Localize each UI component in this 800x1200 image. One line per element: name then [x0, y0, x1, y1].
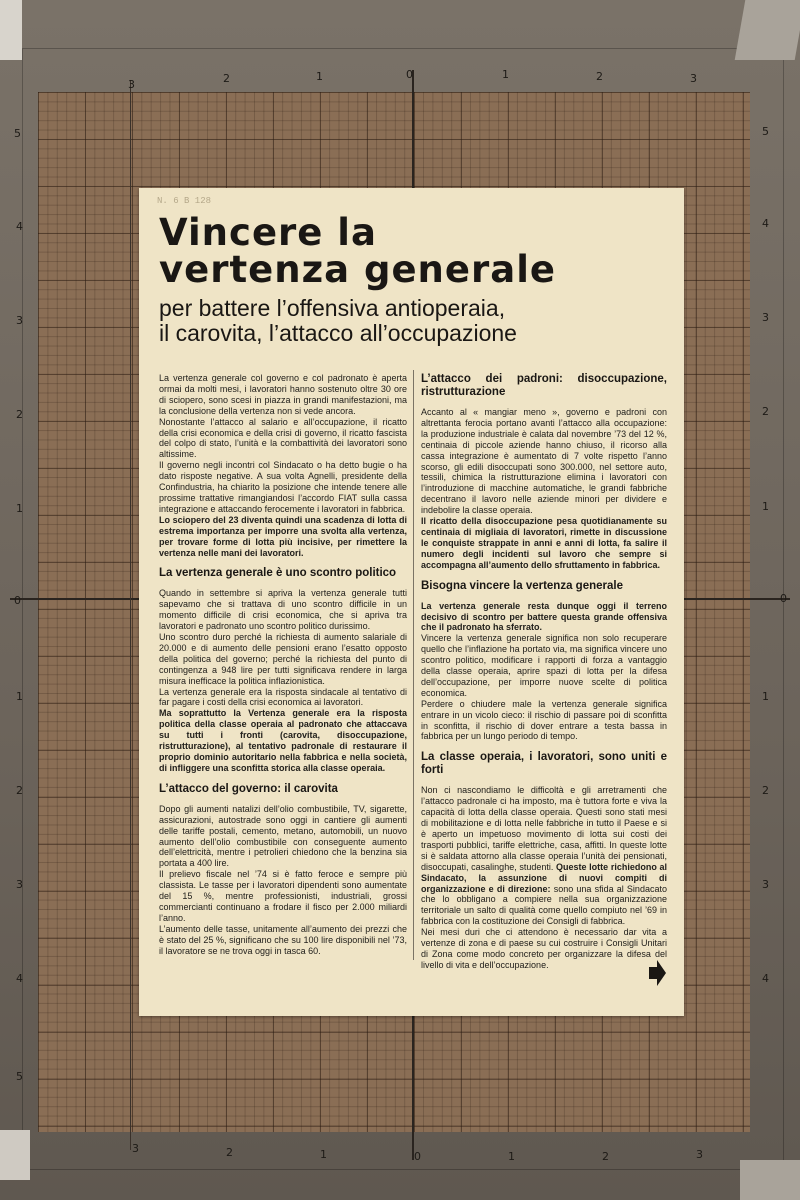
tape-bottom-right	[740, 1160, 800, 1200]
grid-label-bottom: 2	[602, 1150, 609, 1163]
grid-label-left: 4	[16, 220, 23, 233]
left-column	[159, 373, 407, 957]
title-line-2: vertenza generale	[159, 248, 556, 291]
grid-label-top: 2	[223, 72, 230, 85]
tape-top-right	[735, 0, 800, 60]
grid-label-left: 1	[16, 690, 23, 703]
bold-paragraph: La vertenza generale resta dunque oggi il terreno decisivo di scontro per battere questa grande offensiva che il padronato ha sferrato.	[421, 600, 667, 633]
grid-label-bottom: 0	[414, 1150, 421, 1163]
paragraph	[421, 785, 667, 927]
grid-label-bottom: 2	[226, 1146, 233, 1159]
bold-paragraph: Ma soprattutto la Vertenza generale era la risposta politica della classe operaia al padronato che attaccava su tutti i fronti (carovita, disoccupazione, ristrutturazione), al tentativo padronale di restaurare il proprio dominio autoritario nella fabbrica e nella società, di infliggere una sconfitta storica alla classe operaia.	[159, 708, 407, 773]
bold-inline: Queste lotte richiedono al Sindacato, la assunzione di nuovi compiti di organizzazione e di direzione:	[421, 861, 667, 894]
grid-label-right: 1	[762, 500, 769, 513]
grid-label-bottom: 1	[508, 1150, 515, 1163]
grid-label-bottom: 3	[132, 1142, 139, 1155]
section-heading: L’attacco dei padroni: disoccupazione, ristrutturazione	[421, 373, 667, 398]
poster-title	[159, 211, 669, 291]
paragraph: Accanto al « mangiar meno », governo e padroni con altrettanta ferocia portano avanti l’attacco alla occupazione: la produzione industriale è calata dal novembre ’73 del 12 %, centinaia di piccole aziende hanno chiuso, il ricorso alla cassa integrazione è aumentato di 7 volte rispetto l’anno scorso, gli edili disoccupati sono 300.000, nel settore auto, tessili, chimica la ristrutturazione elimina i lavoratori con l’introduzione di macchine automatiche, le grandi fabbriche decentrano il lavoro nelle aziende minori per dividere e indebolire la classe operaia.	[421, 407, 667, 516]
grid-label-right: 2	[762, 405, 769, 418]
paragraph: La vertenza generale col governo e col padronato è aperta ormai da molti mesi, i lavoratori hanno sostenuto oltre 30 ore di sciopero, sono scesi in piazza in grandi manifestazioni, ma la conclusione della vertenza non si vede ancora.	[159, 373, 407, 416]
paragraph: Perdere o chiudere male la vertenza generale significa entrare in un vicolo cieco: il rischio di passare poi di sconfitta in sconfitta, il rischio di dover entrare a testa bassa in fabbrica per un lungo periodo di tempo.	[421, 698, 667, 742]
grid-label-left: 5	[14, 127, 21, 140]
arrow-right-icon	[647, 958, 667, 988]
section-heading: Bisogna vincere la vertenza generale	[421, 579, 623, 592]
archive-stamp: N. 6 B 128	[157, 196, 212, 206]
grid-label-top: 1	[316, 70, 323, 83]
grid-label-left: 5	[16, 1070, 23, 1083]
grid-label-right: 4	[762, 972, 769, 985]
section-heading: La classe operaia, i lavoratori, sono uniti e forti	[421, 751, 667, 777]
paragraph: Dopo gli aumenti natalizi dell’olio combustibile, TV, sigarette, assicurazioni, autostrade sono oggi in cantiere gli aumenti delle tariffe postali, cemento, metano, automobili, un nuovo aumento dell’olio combustibile con conseguente aumento dell’elettricità, mentre i petrolieri chiedono che la benzina sia portata a 400 lire.	[159, 803, 407, 869]
grid-label-top: 0	[406, 68, 413, 81]
grid-label-left: 2	[16, 784, 23, 797]
tape-top-left	[0, 0, 22, 60]
grid-label-right: 3	[762, 878, 769, 891]
paragraph: Nonostante l’attacco al salario e all’occupazione, il ricatto della crisi economica e della crisi di governo, il ricatto fascista del colpo di stato, l’unità e la combattività dei lavoratori sono altissime.	[159, 416, 407, 460]
column-divider	[413, 370, 414, 960]
subtitle-line-1: per battere l’offensiva antioperaia,	[159, 295, 506, 321]
grid-label-left: 3	[16, 314, 23, 327]
grid-label-bottom: 1	[320, 1148, 327, 1161]
section-heading: L’attacco del governo: il carovita	[159, 782, 338, 795]
grid-label-right: 1	[762, 690, 769, 703]
grid-label-left: 0	[14, 594, 21, 607]
bold-paragraph: Lo sciopero del 23 diventa quindi una scadenza di lotta di estrema importanza per imporre una svolta alla vertenza, per trovare forme di lotta più incisive, per rimettere la vertenza nelle mani dei lavoratori.	[159, 514, 407, 558]
grid-label-right: 3	[762, 311, 769, 324]
grid-label-left: 1	[16, 502, 23, 515]
paragraph: Il governo negli incontri col Sindacato o ha detto bugie o ha dato risposte negative. A sua volta Agnelli, presidente della Confindustria, ha chiarito la posizione che intende tenere alle prossime trattative rimangiandosi l’accordo FIAT sulla cassa integrazione e attaccando ferocemente i lavoratori in fabbrica.	[159, 460, 407, 514]
poster-subtitle	[159, 296, 679, 346]
grid-label-right: 0	[780, 592, 787, 605]
paragraph: Uno scontro duro perché la richiesta di aumento salariale di 20.000 e di aumento delle pensioni erano l’esatto opposto della politica del governo; perché la richiesta del punto di contingenza a 948 lire per tutti significava rendere in larga misura inefficace la politica inflazionistica.	[159, 632, 407, 686]
right-column	[421, 373, 667, 971]
paragraph-text: sono una sfida al Sindacato che lo obbligano a compiere nella sua organizzazione territoriale un salto di qualità come quello compiuto nel ’69 in fabbrica con la costituzione dei Consigli di fabbrica.	[421, 883, 667, 927]
grid-label-top: 1	[502, 68, 509, 81]
subtitle-line-2: il carovita, l’attacco all’occupazione	[159, 320, 517, 346]
grid-label-top: 2	[596, 70, 603, 83]
title-line-1: Vincere la	[159, 211, 377, 254]
grid-label-left: 4	[16, 972, 23, 985]
paragraph: La vertenza generale era la risposta sindacale al tentativo di far pagare i costi della crisi economica ai lavoratori.	[159, 686, 407, 708]
grid-label-left: 3	[16, 878, 23, 891]
bold-paragraph: Il ricatto della disoccupazione pesa quotidianamente su centinaia di migliaia di lavoratori, rimette in discussione le conquiste strappate in anni e anni di lotta, fa salire il numero degli incidenti sul lavoro che sempre si accompagna all’aumento dello sfruttamento in fabbrica.	[421, 516, 667, 570]
grid-label-right: 5	[762, 125, 769, 138]
paragraph-text: Non ci nascondiamo le difficoltà e gli arretramenti che l’attacco padronale ci ha imposto, ma è tuttora forte e viva la capacità di lotta della classe operaia. Questi sono stati mesi di mobilitazione e di lotta nelle fabbriche in tutto il Paese e si è aperto un impetuoso movimento di lotta sui costi dei trasporti pubblici, tariffe elettriche, casa, affitti. In queste lotte si è saldata attorno alla classe operaia l’unità dei pensionati, disoccupati, casalinghe, studenti.	[421, 785, 667, 872]
section-heading: La vertenza generale è uno scontro politico	[159, 567, 397, 580]
grid-label-top: 3	[690, 72, 697, 85]
tape-bottom-left	[0, 1130, 30, 1180]
grid-label-top: 3	[128, 78, 135, 91]
paragraph: Vincere la vertenza generale significa non solo recuperare quello che l’inflazione ha portato via, ma significa vincere uno scontro politico, modificare i rapporti di forza a vantaggio della classe operaia, aprire spazi di lotta per la difesa dell’occupazione, per imporre nuove scelte di politica economica.	[421, 633, 667, 698]
paragraph: Quando in settembre si apriva la vertenza generale tutti sapevamo che si trattava di uno scontro difficile in un momento difficile di crisi economica, che si apriva tra lavoratori e padronato uno scontro politico durissimo.	[159, 588, 407, 632]
grid-label-left: 2	[16, 408, 23, 421]
left-guide-line	[130, 80, 131, 1150]
grid-label-right: 2	[762, 784, 769, 797]
poster	[139, 188, 684, 1016]
paragraph: Il prelievo fiscale nel ’74 si è fatto feroce e sempre più classista. Le tasse per i lavoratori dipendenti sono aumentate del 15 %, mentre professionisti, industriali, grossi commercianti continuano a frodare il fisco per 2.000 miliardi l’anno.	[159, 869, 407, 923]
paragraph: Nei mesi duri che ci attendono è necessario dar vita a vertenze di zona e di paese su cui costruire i Consigli Unitari di Zona come modo concreto per organizzare la difesa del livello di vita e dell’occupazione.	[421, 927, 667, 970]
grid-label-right: 4	[762, 217, 769, 230]
grid-label-bottom: 3	[696, 1148, 703, 1161]
paragraph: L’aumento delle tasse, unitamente all’aumento dei prezzi che è stato del 25 %, significano che su 100 lire disponibili nel ’73, il lavoratore se ne trova oggi in tasca 60.	[159, 923, 407, 956]
